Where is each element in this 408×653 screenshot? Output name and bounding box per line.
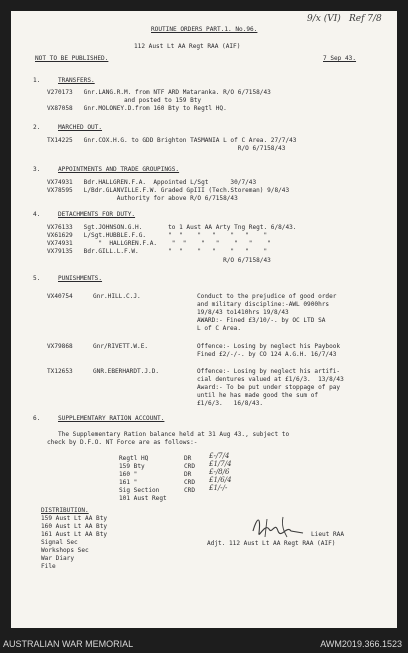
punishment-id: VX79868 [47, 343, 73, 350]
document-page [11, 11, 397, 628]
ration-type: CRD [184, 479, 196, 486]
section-4-line: VX74931 " HALLGREN.F.A. " " " " " " " [47, 240, 271, 247]
punishment-text: and military discipline:-AWL 0900hrs [197, 301, 330, 308]
section-3-number: 3. [33, 166, 41, 173]
section-6-intro: The Supplementary Ration balance held at 31 Aug 43., subject to [58, 431, 290, 438]
ration-type: CRD [184, 487, 196, 494]
punishment-id: TX12653 [47, 368, 73, 375]
footer-accession: AWM2019.366.1523 [320, 639, 402, 649]
document-title: ROUTINE ORDERS PART.1. No.96. [151, 26, 258, 33]
punishment-text: Fined £2/-/-. by CO 124 A.G.H. 16/7/43 [197, 351, 337, 358]
section-3-line: VX78595 L/Bdr.GLANVILLE.F.W. Graded GpIII (Tech.Storeman) 9/8/43 [47, 187, 290, 194]
punishment-text: until he has made good the sum of [197, 392, 319, 399]
ration-amount: £1/-/- [209, 484, 228, 492]
ration-type: DR [184, 471, 192, 478]
distribution-item: 159 Aust Lt AA Bty [41, 515, 108, 522]
punishment-id: VX40754 [47, 293, 73, 300]
punishment-text: Offence:- Losing by neglect his Paybook [197, 343, 341, 350]
punishment-text: Award:- To be put under stoppage of pay [197, 384, 341, 391]
ration-unit: Sig Section [119, 487, 160, 494]
punishment-text: L of C Area. [197, 325, 242, 332]
section-5-title: PUNISHMENTS. [58, 275, 103, 282]
section-1-line: VX87058 Gnr.MOLONEY.D.from 160 Bty to Regtl HQ. [47, 105, 227, 112]
signatory-role: Adjt. 112 Aust Lt AA Regt RAA (AIF) [207, 540, 336, 547]
distribution-item: 161 Aust Lt AA Bty [41, 531, 108, 538]
punishment-name: Gnr/RIVETT.W.E. [93, 343, 149, 350]
section-1-line: V270173 Gnr.LANG.R.M. from NTF ARD Mataranka. R/O 6/7158/43 [47, 89, 271, 96]
signatory-rank: Lieut RAA [311, 531, 345, 538]
distribution-item: 160 Aust Lt AA Bty [41, 523, 108, 530]
ration-type: DR [184, 455, 192, 462]
ref-annotation: Ref 7/8 [349, 14, 382, 24]
section-4-line: VX61629 L/Sgt.HUBBLE.F.G. " " " " " " " [47, 232, 268, 239]
document-date: 7 Sep 43. [323, 55, 357, 62]
distribution-item: War Diary [41, 555, 75, 562]
ration-unit: 160 " [119, 471, 138, 478]
not-published-notice: NOT TO BE PUBLISHED. [35, 55, 109, 62]
punishment-text: 19/8/43 to1410hrs 19/8/43 [197, 309, 289, 316]
section-6-number: 6. [33, 415, 41, 422]
section-1-line: and posted to 159 Bty [47, 97, 202, 104]
section-6-title: SUPPLEMENTARY RATION ACCOUNT. [58, 415, 165, 422]
ration-amount: £1/6/4 [209, 476, 232, 484]
section-4-title: DETACHMENTS FOR DUTY. [58, 211, 136, 218]
distribution-item: Signal Sec [41, 539, 78, 546]
section-5-number: 5. [33, 275, 41, 282]
ration-unit: 161 " [119, 479, 138, 486]
section-1-number: 1. [33, 77, 41, 84]
punishment-text: £1/6/3. 16/8/43. [197, 400, 264, 407]
section-6-intro: check by D.F.O. NT Force are as follows:- [47, 439, 198, 446]
section-2-number: 2. [33, 124, 41, 131]
distribution-title: DISTRIBUTION. [41, 507, 89, 514]
ration-unit: 101 Aust Regt [119, 495, 167, 502]
ration-amount: £-/8/6 [209, 468, 230, 476]
footer-institution: AUSTRALIAN WAR MEMORIAL [3, 639, 134, 649]
ration-amount: £-/7/4 [209, 452, 230, 460]
unit-name: 112 Aust Lt AA Regt RAA (AIF) [134, 43, 241, 50]
section-1-title: TRANSFERS. [58, 77, 95, 84]
section-3-title: APPOINTMENTS AND TRADE GROUPINGS. [58, 166, 180, 173]
ration-unit: 159 Bty [119, 463, 145, 470]
archive-footer [0, 634, 408, 653]
section-3-line: Authority for above R/O 6/7158/43 [47, 195, 238, 202]
section-3-line: VX74931 Bdr.HALLGREN.F.A. Appointed L/Sgt 30/7/43 [47, 179, 257, 186]
punishment-text: Offence:- Losing by neglect his artifi- [197, 368, 341, 375]
section-4-number: 4. [33, 211, 41, 218]
punishment-text: Conduct to the prejudice of good order [197, 293, 337, 300]
section-4-line: R/O 6/7158/43 [47, 257, 271, 264]
section-4-line: VX79135 Bdr.GILL.L.F.W. " " " " " " " [47, 248, 268, 255]
distribution-item: Workshops Sec [41, 547, 89, 554]
punishment-name: GNR.EBERHARDT.J.D. [93, 368, 160, 375]
ration-amount: £1/7/4 [209, 460, 232, 468]
stamp-annotation: 9/x (VI) [307, 14, 341, 24]
section-2-line: R/O 6/7158/43 [47, 145, 286, 152]
section-2-title: MARCHED OUT. [58, 124, 103, 131]
ration-type: CRD [184, 463, 196, 470]
ration-unit: Regtl HQ [119, 455, 149, 462]
punishment-name: Gnr.HILL.C.J. [93, 293, 141, 300]
punishment-text: AWARD:- Fined £3/10/-. by OC LTD SA [197, 317, 326, 324]
punishment-text: cial dentures valued at £1/6/3. 13/8/43 [197, 376, 344, 383]
section-4-line: VX76133 Sgt.JOHNSON.G.H. to 1 Aust AA Arty Tng Regt. 6/8/43. [47, 224, 297, 231]
section-2-line: TX14225 Gnr.COX.H.G. to GDD Brighton TASMANIA L of C Area. 27/7/43 [47, 137, 297, 144]
distribution-item: File [41, 563, 56, 570]
